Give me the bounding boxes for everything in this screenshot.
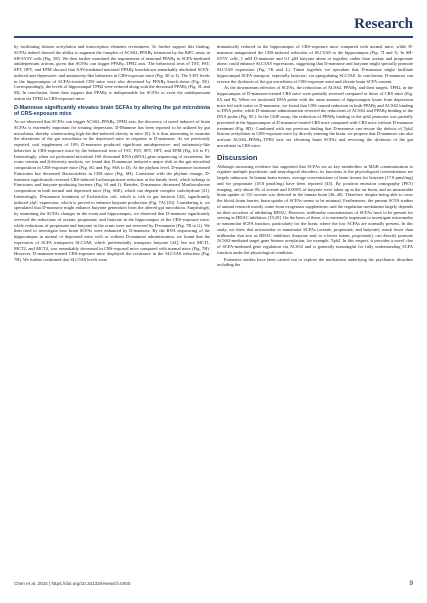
body-paragraph: As the downstream effectors of SCFAs, the reductions of ACSS2, PPARγ, and their targets, TPH2, in the hippocampus of D-mannose-treated CRS mice were partially reversed compared to those of CRS mice (Fig. 8A and B). When we incubated DNA probe with the same amount of hippocampus lysate from depression mice fed with water or D-mannose, we found that CRS caused reduction in both PPARγ and ACSS2 binding to DNA probe, while D-mannose administration reversed the reductions of ACSS2 and PPARγ binding to the DNA probe (Fig. 8C). In the ChIP assay, the reduction of PPARγ binding to the tph2 promoter was partially prevented in the hippocampus of D-mannose-treated CRS mice compared with CRS mice without D-mannose treatment (Fig. 8D). Combined with our previous finding that D-mannose can rescue the defects of Tph2 histone acetylation in CRS-exposure mice by directly entering the brain, we propose that D-mannose can also activate ACSS2–PPARγ–TPH2 axis via elevating brain SCFAs and reversing the dysbiosis of the gut microbiota in CRS mice. <box>217 85 413 148</box>
body-paragraph: by facilitating histone acetylation and transcription elements recruitment. To further support this finding, SCFAs indeed showed the ability to augment the complex of ACSS2–PPARγ formation by the BiFC assay in SH-SY5Y cells (Fig. 5D). We then further examined the requirement of neuronal PPARγ in SCFA-mediated antidepressant actions, given that SCFAs can trigger PPARγ–TPH2 axis. The behavioral tests of TST, FST, SPT, OFT, and EPM showed that AAV-mediated neuronal PPARγ knockdown remarkably abolished SCFA-induced anti-depressive- and antianxiety-like behaviors in CRS-exposure mice (Fig. 5E to I). The 5-HT levels in the hippocampus of SCFAs-treated CRS mice were also decreased by PPARγ knock-down (Fig. 5K). Correspondingly, the levels of hippocampal TPH2 were reduced along with the decreased PPARγ (Fig. 5L and M). In conclusion, these data support that PPARγ is indispensable for SCFAs to exert the antidepressant action via TPH2 in CRS-exposure mice. <box>14 44 210 101</box>
body-paragraph: As we observed that SCFAs can trigger ACSS2–PPARγ–TPH2 axis, the discovery of novel inducers of brain SCFAs is extremely important for treating depression. D-Mannose has been reported to be utilized by gut microbiota, thereby counteracting high-fat-diet-induced obesity in mice [6]. It is thus interesting to examine the alterations of the gut microbiota in the depressed mice in response to D-mannose. As we previously reported, oral supplement of 10% D-mannose produced significant antidepressive- and antianxiety-like behaviors in CRS-exposure mice by the behavioral tests of TST, FST, SPT, OFT, and EPM (Fig. 6A to F). Interestingly, when we performed microbial 16S ribosomal RNA (rRNA) gene sequencing of excrement, the ecum content and β-diversity analysis, we found that D-mannose induced a major shift in the gut microbial composition in CRS-exposure mice (Fig. 6G and Fig. S6A to D). At the phylum level, D-mannose increased Firmicutes but decreased Bacteroidetes in CRS mice (Fig. 6H). Consistent with the phylum change, D-mannose significantly reversed CRS-induced Lachnospiraceae reduction at the family level, which belongs to Firmicutes and butyrate-producing bacteria (Fig. 6I and J). Besides, D-mannose decreased Muribaculaceae composition in both normal and depressed mice (Fig. S6E), which can degrade complex carbohydrate [41]. Interestingly, D-mannose treatment of Escherichia coli, which is rich in gut bacteria [42], significantly induced yhjC expression, which is proved to enhance butyrate production (Fig. 7A) [43]. Considering it, we speculated that D-mannose might enhance butyrate generation from the altered gut microbiota. Surprisingly, by examining the SCFAs changes in the ecum and hippocampus, we observed that D-mannose significantly reversed the reductions of acetate, propionate, and butyrate in the hippocampus of the CRS-exposure mice, while reductions of propionate and butyrate in the ecum were not reversed by D-mannose (Fig. 7B to G). We then tried to investigate how brain SCFAs were enhanced by D-mannose. By the RNA sequencing of the hippocampus in normal or depressed mice with or without D-mannose administration, we found that the expression of SCFA transporter SLC5A8, which preferentially transports butyrate [44], but not MCT1, MCT2, and MCT4, was remarkably decreased in CRS-exposed mice compared with normal mice (Fig. 7H). However, D-mannose-treated CRS-exposure mice displayed the resistance in the SLC5A8 reduction (Fig. 7H). We further confirmed that SLC5A8 levels were <box>14 119 210 263</box>
discussion-heading: Discussion <box>217 152 258 162</box>
journal-title: Research <box>354 16 413 32</box>
left-column <box>14 44 210 264</box>
section-heading: D-Mannose significantly elevates brain SCFAs by altering the gut microbiota of CRS-exposure mice <box>14 104 210 118</box>
page-header <box>0 0 427 38</box>
body-paragraph: Although increasing evidence has supported that SCFAs act as key metabolites in MGB communication to regulate multiple psychiatric and neurological disorders, its functions at the physiological concentrations are largely unknown. In human brain tissues, average concentrations of brain tissues for butyrate (17.0 pmol/mg) and for propionate (18.8 pmol/mg) have been reported [45]. By positron emission tomography (PET) imaging, only about 3% of acetate and 0.006% of butyrate were taken up in the rat brain, and no measurable brain uptake of 11C-acetate was detected in the human brain [46–48]. Therefore, despite being able to cross the blood–brain barrier, brain uptake of SCFAs seems to be minimal. Furthermore, the present SCFA studies of animal research mostly come from exogenous supplements, and the regulation mechanism largely depends on their activities of inhibiting HDAC. However, millimolar concentrations of SCFAs have to be present for serving as HDAC inhibitors [19,20]. On the basis of these, it is extremely important to investigate micromolar or nanomolar SCFA function, particularly for the brain, where the low SCFAs are normally present. In this study, we show that micromolar or nanomolar SCFAs (acetate, propionate, and butyrate), much lower than millimolar that acts as HDAC inhibitors (butyrate and, to a lesser extent, propionate), can directly promote ACSS2-mediated target gene histone acetylation, for example, Tph2. In this respect, it provides a novel clue of SCFA-mediated gene regulation via ACSS2 and is generally meaningful for fully understanding SCFA function under the physiological condition. <box>217 163 413 255</box>
body-paragraph: dramatically reduced in the hippocampus of CRS-exposure mice compared with normal mice, while D-mannose antagonized the CRS-induced reduction of SLC5A8 in the hippocampus (Fig. 7I and J). In SH-SY5Y cells, 1 mM D-mannose and 0.1 μM butyrate alone or together, rather than acetate and propionate alone, could enhance SLC5A8 expressions, suggesting that D-mannose and butyrate might specially promote SLC5A8 expression (Fig. 7K and L). Taken together, we speculate that D-mannose might facilitate hippocampal SCFA transport, especially butyrate, via upregulating SLC5A8. In conclusion, D-mannose can reverse the dysbiosis of the gut microbiota of CRS-exposure mice and elevate brain SCFA content. <box>217 44 413 84</box>
body-paragraph: Extensive studies have been carried out to explore the mechanism underlying the psychiatric disorders including the <box>217 256 413 268</box>
page-footer <box>14 581 413 591</box>
page-number: 9 <box>409 580 413 587</box>
header-divider <box>14 36 413 38</box>
citation-link[interactable]: Chen et al. 2024 | https://doi.org/10.34133/research.0400 <box>14 581 131 586</box>
right-column <box>217 44 413 269</box>
